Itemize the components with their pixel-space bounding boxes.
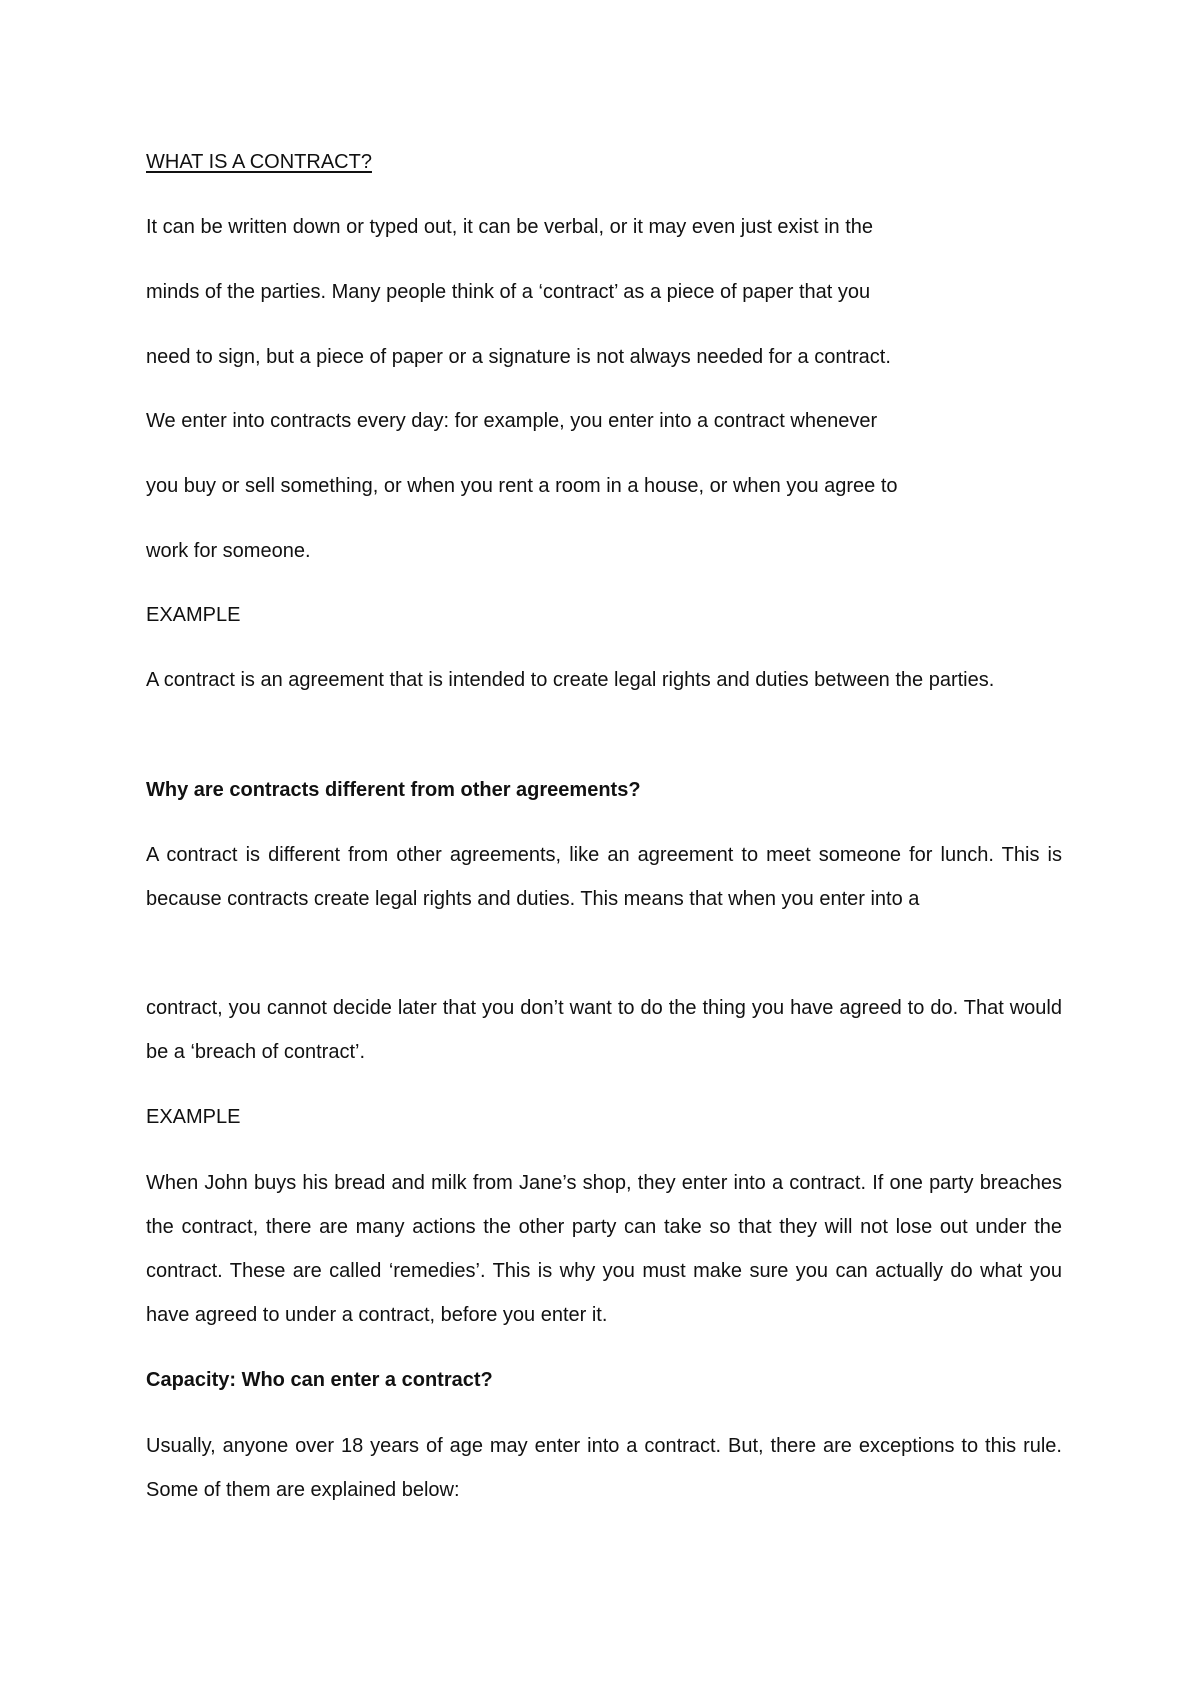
subheading-capacity: Capacity: Who can enter a contract? [146,1369,493,1391]
intro-line-6: work for someone. [146,540,311,562]
subheading-contracts-different: Why are contracts different from other agreements? [146,779,641,801]
paragraph-capacity: Usually, anyone over 18 years of age may enter into a contract. But, there are exceptions to this rule. Some of them are explained below: [146,1435,1062,1501]
example-heading-1: EXAMPLE [146,604,241,626]
example-heading-2: EXAMPLE [146,1106,241,1128]
intro-line-5: you buy or sell something, or when you rent a room in a house, or when you agree to [146,475,898,497]
intro-line-4: We enter into contracts every day: for example, you enter into a contract whenever [146,410,878,432]
example-text-1: A contract is an agreement that is intended to create legal rights and duties between the parties. [146,669,995,691]
intro-line-1: It can be written down or typed out, it can be verbal, or it may even just exist in the [146,216,874,238]
paragraph-breach: contract, you cannot decide later that you don’t want to do the thing you have agreed to do. That would be a ‘breach of contract’. [146,997,1062,1063]
intro-line-3: need to sign, but a piece of paper or a signature is not always needed for a contract. [146,346,891,368]
intro-line-2: minds of the parties. Many people think of a ‘contract’ as a piece of paper that you [146,281,871,303]
example-text-2: When John buys his bread and milk from Jane’s shop, they enter into a contract. If one party breaches the contract, there are many actions the other party can take so that they will not lose out under the contract. These are called ‘remedies’. This is why you must make sure you can actually do what you have agreed to under a contract, before you enter it. [146,1172,1062,1326]
document-title: WHAT IS A CONTRACT? [146,151,372,173]
paragraph-contract-different: A contract is different from other agreements, like an agreement to meet someone for lunch. This is because contracts create legal rights and duties. This means that when you enter into a [146,844,1062,910]
